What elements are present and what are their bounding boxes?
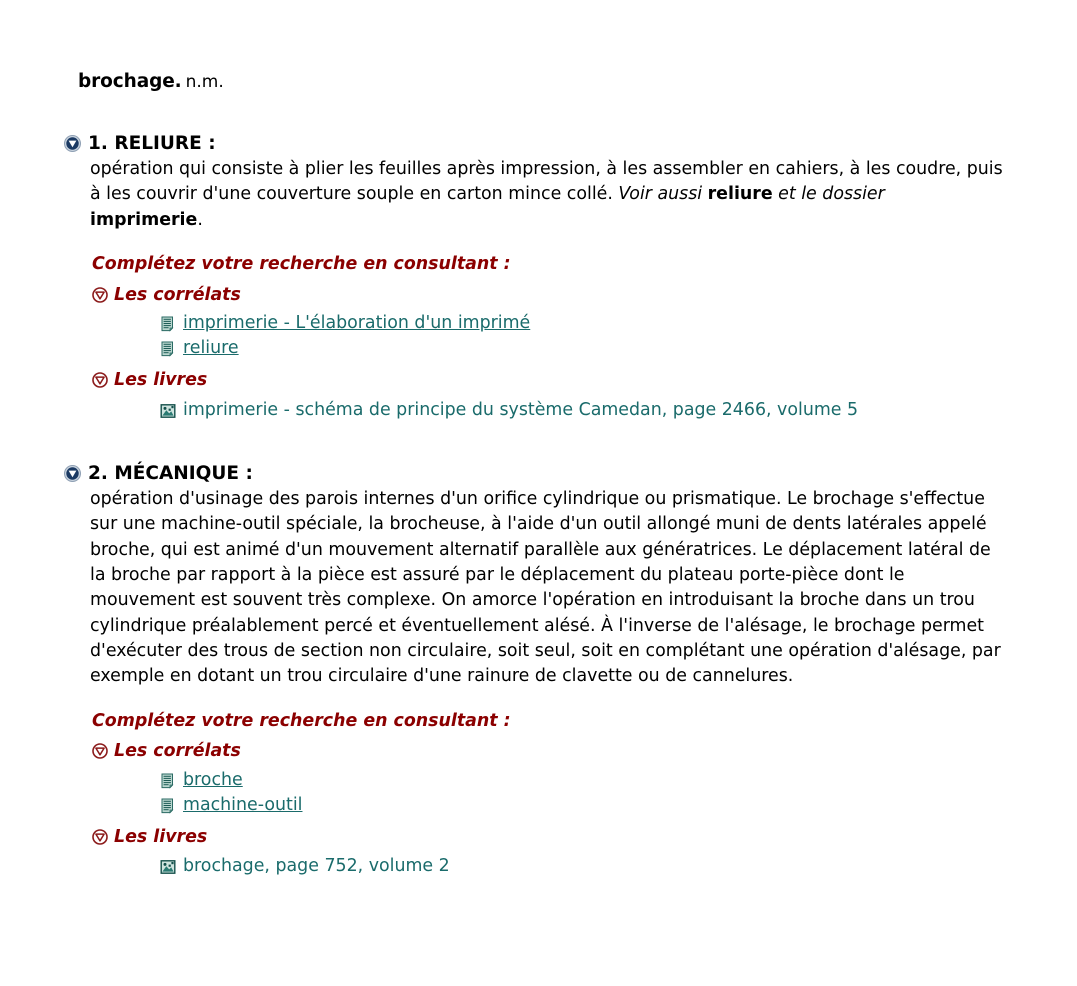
group-label: Les livres [114,370,208,391]
document-icon[interactable] [160,340,176,356]
document-icon[interactable] [160,797,176,813]
correlat-link[interactable]: imprimerie - L'élaboration d'un imprimé [183,313,531,334]
definition-fragment: . [197,209,203,230]
group-label: Les corrélats [114,741,241,762]
list-item [92,768,1077,793]
book-reference[interactable]: brochage, page 752, volume 2 [183,856,450,877]
list-item [92,793,1077,818]
definition-fragment: et le dossier [772,184,885,205]
group-heading[interactable] [92,740,1077,763]
group-item-list [92,768,1077,818]
picture-icon[interactable] [160,857,176,873]
complete-research-label: Complétez votre recherche en consultant : [92,710,511,731]
sense-title-row[interactable] [0,132,1077,155]
group-correlats [92,284,1077,361]
group-bullet-icon[interactable] [92,372,108,388]
sense-definition [0,487,1077,689]
picture-icon[interactable] [160,401,176,417]
list-item [92,397,1077,424]
book-reference[interactable]: imprimerie - schéma de principe du système Camedan, page 2466, volume 5 [183,399,859,420]
correlat-link[interactable]: machine-outil [183,794,303,815]
group-bullet-icon[interactable] [92,287,108,303]
group-bullet-icon[interactable] [92,743,108,759]
entry-header [78,71,224,93]
group-bullet-icon[interactable] [92,829,108,845]
group-label: Les livres [114,826,208,847]
complete-research-label: Complétez votre recherche en consultant : [92,254,511,275]
document-icon[interactable] [160,315,176,331]
definition-fragment: opération d'usinage des parois internes d'un orifice cylindrique ou prismatique. Le brochage s'effectue sur une machine-outil spéciale, la brocheuse, à l'aide d'un outil allongé muni de dents latérales appelé broche, qui est animé d'un mouvement alternatif parallèle aux génératrices. Le déplacement latéral de la broche par rapport à la pièce est assuré par le déplacement du plateau porte-pièce dont le mouvement est souvent très complexe. On amorce l'opération en introduisant la broche dans un trou cylindrique préalablement percé et éventuellement alésé. À l'inverse de l'alésage, le brochage permet d'exécuter des trous de section non circulaire, soit seul, soit en complétant une opération d'alésage, par exemple en dotant un trou circulaire d'une rainure de clavette ou de cannelures. [90,489,1001,687]
sense-block-1 [0,132,1077,424]
complete-research-block [0,253,1077,424]
sense-bullet-icon[interactable] [64,465,81,482]
sense-title-row[interactable] [0,462,1077,485]
group-livres [92,826,1077,880]
group-item-list [92,311,1077,361]
group-heading[interactable] [92,284,1077,307]
group-heading[interactable] [92,369,1077,392]
group-item-list [92,397,1077,424]
group-heading[interactable] [92,826,1077,849]
definition-fragment: reliure [707,184,773,205]
document-icon[interactable] [160,772,176,788]
correlat-link[interactable]: reliure [183,338,239,359]
entry-part-of-speech: n.m. [185,72,224,92]
sense-block-2 [0,462,1077,880]
definition-fragment: Voir aussi [618,184,708,205]
list-item [92,336,1077,361]
sense-title: 2. MÉCANIQUE : [88,463,253,484]
sense-definition [0,157,1077,233]
group-livres [92,369,1077,423]
sense-title: 1. RELIURE : [88,133,216,154]
correlat-link[interactable]: broche [183,769,243,790]
sense-bullet-icon[interactable] [64,135,81,152]
group-label: Les corrélats [114,284,241,305]
group-correlats [92,740,1077,817]
entry-word: brochage. [78,71,182,92]
complete-research-block [0,710,1077,881]
definition-fragment: imprimerie [90,209,198,230]
group-item-list [92,853,1077,880]
list-item [92,853,1077,880]
list-item [92,311,1077,336]
definition-fragment: opération qui consiste à plier les feuilles après impression, à les assembler en cahiers, à les coudre, puis à les couvrir d'une couverture souple en carton mince collé. [90,159,1003,205]
